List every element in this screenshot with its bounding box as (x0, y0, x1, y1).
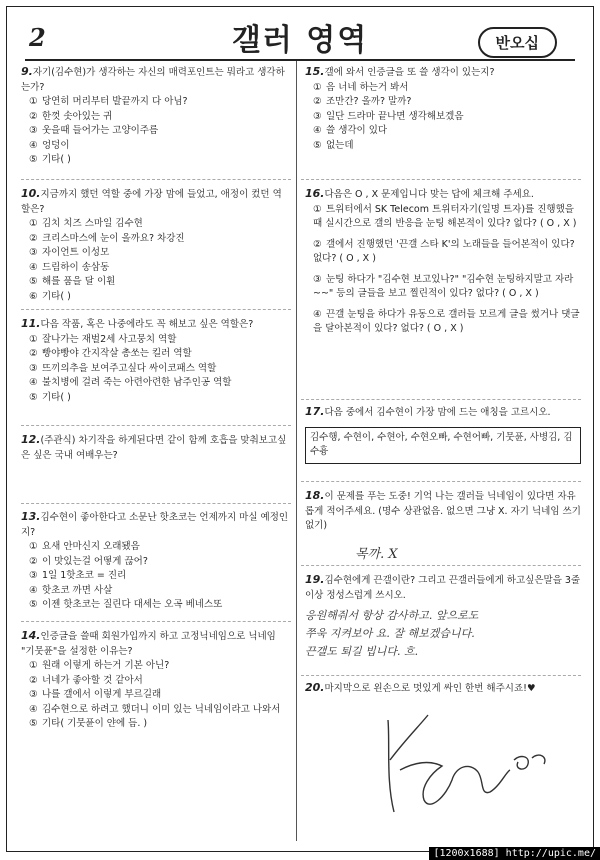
section-separator (301, 565, 581, 566)
option-number: ② (29, 674, 38, 686)
option-number: ② (313, 238, 322, 250)
option-number: ② (29, 110, 38, 122)
option-text: 없는데 (326, 139, 354, 151)
option-text: 조만간? 올까? 말까? (326, 96, 412, 107)
answer-option[interactable] (305, 95, 581, 110)
answer-option[interactable] (21, 347, 289, 362)
option-text: 음 너네 하는거 봐서 (326, 81, 409, 93)
section-separator (21, 621, 291, 622)
option-text: 김치 치즈 스마일 김수현 (42, 218, 143, 229)
option-number: ④ (29, 584, 38, 596)
answer-option[interactable] (305, 203, 581, 232)
option-number: ① (313, 203, 322, 215)
answer-option[interactable] (305, 273, 581, 302)
answer-option[interactable] (21, 261, 289, 276)
answer-option[interactable] (21, 376, 289, 391)
option-number: ④ (29, 703, 38, 715)
question-number: 20. (305, 681, 325, 694)
option-number: ③ (313, 110, 322, 122)
option-text: 빵야빵야 간지작살 총쏘는 킬러 역할 (42, 348, 192, 359)
option-text: 웃을때 들어가는 고양이주름 (42, 125, 159, 136)
answer-option[interactable] (21, 232, 289, 247)
answer-option[interactable] (305, 139, 581, 154)
question-text: 갤에 와서 인증글을 또 쓸 생각이 있는지? (324, 67, 495, 78)
option-text: 원래 이렇게 하는거 기본 아닌? (42, 660, 170, 671)
option-text: 일단 드라마 끝나면 생각해보겠음 (326, 110, 464, 122)
question-number: 16. (305, 187, 325, 200)
option-number: ③ (313, 273, 322, 285)
page-number: 2 (29, 23, 46, 52)
question-text: 이 문제를 푸는 도중! 기억 나는 갤러들 닉네임이 있다면 자유롭게 적어주세요. (명수 상관없음. 없으면 그냥 X. 자기 닉네임 쓰기 없기) (305, 491, 581, 531)
question-number: 19. (305, 573, 325, 586)
answer-option[interactable] (305, 124, 581, 139)
option-text: 트위터에서 SK Telecom 트위터자기(일명 트자)를 진행했을때 실시간으로 갤의 반응을 눈팅 해본적이 있다? 없다? ( O , X ) (313, 203, 577, 229)
option-text: 불치병에 걸려 죽는 아련아련한 남주인공 역할 (42, 377, 232, 388)
answer-option[interactable] (21, 290, 289, 305)
question-11 (21, 317, 289, 405)
option-number: ⑤ (29, 599, 38, 610)
section-separator (301, 399, 581, 400)
option-text: 요새 안마신지 오래됐음 (42, 541, 140, 552)
question-text: 마지막으로 왼손으로 멋있게 싸인 한번 해주시죠!♥ (324, 683, 536, 694)
question-20 (305, 681, 581, 697)
option-number: ④ (29, 139, 38, 151)
answer-option[interactable] (21, 333, 289, 348)
question-number: 10. (21, 187, 41, 200)
header (7, 7, 593, 59)
option-text: 끈갤 눈팅을 하다가 유동으로 갤러들 모르게 글을 썼거나 댓글을 달아본적이 있다? 없다? ( O , X ) (313, 308, 580, 334)
signature-image (360, 700, 560, 820)
header-rule (25, 59, 575, 61)
question-15 (305, 65, 581, 153)
option-number: ③ (29, 570, 38, 581)
page-title: 갤러 영역 (231, 23, 369, 58)
question-number: 17. (305, 405, 325, 418)
handwritten-answer: 목까. X (355, 546, 398, 562)
answer-option[interactable] (21, 688, 289, 703)
option-number: ② (29, 555, 38, 567)
option-text: 핫초코 까면 사살 (42, 584, 113, 596)
question-number: 15. (305, 65, 325, 78)
option-number: ① (29, 541, 38, 552)
option-text: 자이언트 이성모 (42, 247, 110, 258)
option-number: ⑥ (29, 290, 38, 302)
column-divider (296, 61, 297, 841)
answer-option[interactable] (21, 540, 289, 555)
question-number: 14. (21, 629, 41, 642)
option-number: ⑤ (29, 391, 38, 403)
image-source-caption: [1200x1688] http://upic.me/ (429, 847, 600, 860)
option-text: 기타( 기뭇퓬이 얀에 듬. ) (42, 718, 148, 729)
answer-option[interactable] (305, 308, 581, 337)
nickname-options-box: 김수행, 수현이, 수현아, 수현오빠, 수현어빠, 기뭇퓬, 사병김, 김수흉 (305, 427, 581, 464)
answer-option[interactable] (21, 569, 289, 584)
question-number: 12. (21, 433, 41, 446)
question-18 (305, 489, 581, 562)
answer-option[interactable] (305, 110, 581, 125)
option-text: 크리스마스에 눈이 올까요? 차강진 (42, 232, 185, 244)
option-number: ③ (29, 125, 38, 136)
answer-option[interactable] (21, 659, 289, 674)
option-number: ① (29, 218, 38, 229)
answer-option[interactable] (21, 674, 289, 689)
option-text: 이 맛있는걸 어떻게 끊어? (42, 555, 148, 567)
option-text: 너네가 좋아할 것 같아서 (42, 674, 143, 686)
question-text: 지금까지 했던 역할 중에 가장 맘에 들었고, 애정이 컸던 역할은? (21, 189, 282, 215)
option-number: ⑤ (29, 276, 38, 287)
question-text: (주관식) 차기작을 하게된다면 같이 함께 호흡을 맞춰보고싶은 싶은 국내 여배우는? (21, 435, 287, 461)
question-16 (305, 187, 581, 343)
option-number: ④ (313, 125, 322, 136)
option-text: 기타( ) (42, 290, 71, 302)
answer-option[interactable] (21, 124, 289, 139)
question-text: 김수현에게 끈갤이란? 그리고 끈갤러들에게 하고싶은말을 3줄이상 정성스럽게 쓰시오. (305, 575, 581, 601)
option-number: ② (29, 348, 38, 359)
handwritten-line: 응원해줘서 항상 감사하고. 앞으로도 (305, 609, 479, 622)
answer-option[interactable] (305, 238, 581, 267)
option-text: 김수현으로 하려고 했더니 이미 있는 닉네임이라고 나와서 (42, 703, 281, 715)
answer-option[interactable] (21, 717, 289, 732)
answer-option[interactable] (21, 391, 289, 406)
handwritten-line: 끈갤도 퇴길 빕니다. 흐. (305, 645, 419, 658)
question-13 (21, 510, 289, 613)
option-number: ③ (29, 689, 38, 700)
option-text: 해를 품을 달 이훤 (42, 276, 116, 287)
answer-option[interactable] (21, 139, 289, 154)
option-number: ① (29, 333, 38, 345)
question-19 (305, 573, 581, 661)
question-text: 자기(김수현)가 생각하는 자신의 매력포인트는 뭐라고 생각하는가? (21, 67, 285, 93)
option-text: 한껏 솟아있는 귀 (42, 110, 113, 122)
option-text: 잘나가는 재벌2세 사고뭉치 역할 (42, 333, 177, 345)
option-number: ④ (29, 377, 38, 388)
option-text: 드림하이 송삼동 (42, 261, 110, 273)
option-number: ⑤ (29, 718, 38, 729)
question-text: 인증글을 쓸때 회원가입까지 하고 고정닉네임으로 닉네임 "기뭇퓬"을 설정한 이유는? (21, 631, 276, 657)
question-number: 13. (21, 510, 41, 523)
option-number: ③ (29, 362, 38, 374)
handwritten-line: 쭈욱 지켜보아 요. 잘 해보겠습니다. (305, 627, 475, 640)
question-text: 김수현이 좋아한다고 소문난 핫초코는 언제까지 마실 예정인지? (21, 512, 289, 538)
answer-option[interactable] (21, 555, 289, 570)
question-text: 다음은 O , X 문제입니다 맞는 답에 체크해 주세요. (324, 189, 534, 200)
option-number: ④ (29, 261, 38, 273)
option-number: ① (29, 660, 38, 671)
question-12 (21, 433, 289, 463)
answer-option[interactable] (21, 362, 289, 377)
answer-option[interactable] (21, 95, 289, 110)
answer-option[interactable] (305, 81, 581, 96)
option-number: ⑤ (313, 139, 322, 151)
option-number: ③ (29, 247, 38, 258)
answer-option[interactable] (21, 275, 289, 290)
option-number: ② (29, 232, 38, 244)
option-number: ⑤ (29, 154, 38, 165)
section-separator (301, 675, 581, 676)
answer-option[interactable] (21, 598, 289, 613)
option-text: 뜨끼의추을 보여주고싶다 싸이코패스 역할 (42, 362, 217, 374)
answer-option[interactable] (21, 217, 289, 232)
answer-option[interactable] (21, 153, 289, 168)
option-text: 쓸 생각이 있다 (326, 125, 388, 136)
respondent-name-badge: 반오십 (478, 27, 557, 58)
option-text: 1일 1핫초코 = 진리 (42, 570, 127, 581)
question-number: 11. (21, 317, 41, 330)
option-number: ④ (313, 308, 322, 320)
section-separator (301, 179, 581, 180)
option-text: 기타( ) (42, 154, 71, 165)
section-separator (21, 309, 291, 310)
option-text: 이젠 핫초코는 질린다 대세는 오곡 베네스또 (42, 599, 223, 610)
option-text: 나를 갤에서 이렇게 부르길래 (42, 689, 162, 700)
option-text: 갤에서 진행했던 '끈갤 스타 K'의 노래들을 들어본적이 있다? 없다? ( O , X ) (313, 238, 575, 264)
answer-option[interactable] (21, 246, 289, 261)
answer-option[interactable] (21, 703, 289, 718)
option-text: 당연히 머리부터 발끝까지 다 아님? (42, 96, 188, 107)
answer-option[interactable] (21, 110, 289, 125)
question-number: 9. (21, 65, 33, 78)
question-number: 18. (305, 489, 325, 502)
section-separator (21, 179, 291, 180)
question-17 (305, 405, 581, 464)
section-separator (301, 481, 581, 482)
question-9 (21, 65, 289, 168)
option-text: 기타( ) (42, 391, 71, 403)
question-text: 다음 작품, 혹은 나중에라도 꼭 해보고 싶은 역할은? (40, 319, 254, 330)
section-separator (21, 425, 291, 426)
option-number: ① (29, 96, 38, 107)
option-text: 눈팅 하다가 "김수현 보고있나?" "김수현 눈팅하지말고 자라~~" 등의 글들을 보고 찔린적이 있다? 없다? ( O , X ) (313, 273, 574, 299)
option-number: ② (313, 96, 322, 107)
question-10 (21, 187, 289, 304)
section-separator (21, 503, 291, 504)
answer-option[interactable] (21, 584, 289, 599)
question-14 (21, 629, 289, 732)
option-number: ① (313, 81, 322, 93)
question-text: 다음 중에서 김수현이 가장 맘에 드는 애칭을 고르시오. (324, 407, 551, 418)
option-text: 엉덩이 (42, 139, 70, 151)
